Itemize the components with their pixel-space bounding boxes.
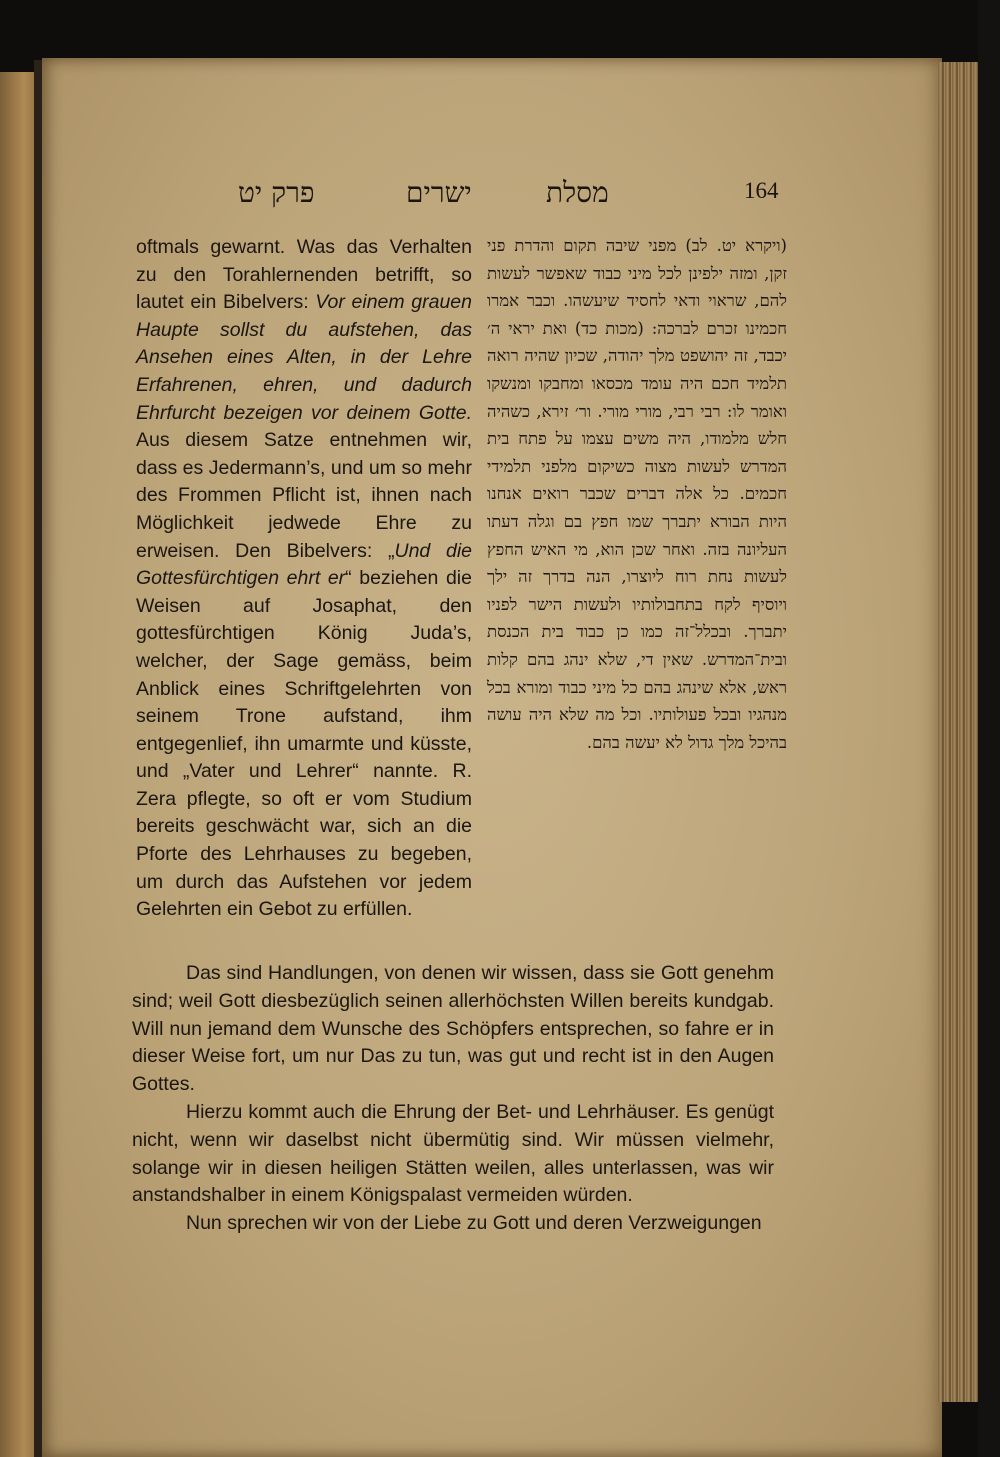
german-quote-1: Vor einem grauen Haupte sollst du aufstehen, das Ansehen eines Alten, in der Lehre Erfahrenen, ehren, und dadurch Ehrfurcht bezeigen vor deinem Gotte. xyxy=(136,291,472,424)
page-stack-edge xyxy=(938,62,980,1402)
body-text xyxy=(132,960,774,1238)
german-text-2: Aus diesem Satze entnehmen wir, dass es Jedermann’s, und um so mehr des Frommen Pflicht ist, ihnen nach Möglichkeit jedwede Ehre zu erweisen. Den Bibelvers: „ xyxy=(136,429,472,562)
german-column xyxy=(136,234,472,924)
header-chapter: פרק יט xyxy=(238,176,315,209)
german-quote-2: Und die Gottesfürchtigen ehrt er xyxy=(136,539,472,590)
page-number: 164 xyxy=(744,178,779,203)
paragraph-2: Hierzu kommt auch die Ehrung der Bet- und Lehrhäuser. Es genügt nicht, wenn wir daselbst nicht übermütig sind. Wir müssen vielmehr, solange wir in diesen heiligen Stätten weilen, alles unterlassen, was wir anstandshalber in einem Königspalast vermeiden würden. xyxy=(132,1100,774,1207)
header-yesharim: ישרים xyxy=(406,176,472,209)
running-header xyxy=(220,176,790,216)
background-edge xyxy=(978,0,1000,1457)
paragraph-1: Das sind Handlungen, von denen wir wissen, dass sie Gott genehm sind; weil Gott diesbezüglich seinen allerhöchsten Willen bereits kundgab. Will nun jemand dem Wunsche des Schöpfers entsprechen, so fahre er in dieser Weise fort, um nur Das zu tun, was gut und recht ist in den Augen Gottes. xyxy=(132,962,774,1096)
header-mesilat: מסלת xyxy=(546,176,609,209)
german-text-1: oftmals gewarnt. Was das Verhalten zu den Torahlernenden betrifft, so lautet ein Bibelvers: xyxy=(136,236,472,314)
paragraph-3: Nun sprechen wir von der Liebe zu Gott und deren Verzweigungen xyxy=(186,1212,762,1235)
german-text-3: “ beziehen die Weisen auf Josaphat, den gottesfürchtigen König Juda’s, welcher, der Sage gemäss, beim Anblick eines Schriftgelehrten von seinem Trone aufstand, ihm entgegenlief, ihn umarmte und küsste, und „Vater und Lehrer“ nannte. R. Zera pflegte, so oft er vom Studium bereits geschwächt war, sich an die Pforte des Lehrhauses zu begeben, um durch das Aufstehen vor jedem Gelehrten ein Gebot zu erfüllen. xyxy=(136,567,472,921)
hebrew-column xyxy=(487,232,787,756)
hebrew-text: (ויקרא יט. לב) מפני שיבה תקום והדרת פני זקן, ומזה ילפינן לכל מיני כבוד שאפשר לעשות להם, שראוי ודאי לחסיד שיעשהו. וכבר אמרו חכמינו זכרם לברכה: (מכות כד) ואת יראי ה׳ יכבד, זה יהושפט מלך יהודה, שכיון שהיה רואה תלמיד חכם היה עומד מכסאו ומחבקו ומנשקו ואומר לו: רבי רבי, מורי מורי. ור׳ זירא, כשהיה חלש מלמודו, היה משים עצמו על פתח בית המדרש לעשות מצוה כשיקום מלפני תלמידי חכמים. כל אלה דברים שכבר רואים אנחנו היות הבורא יתברך שמו חפץ בם וגלה דעתו העליונה בזה. ואחר שכן הוא, מי האיש החפץ לעשות נחת רוח ליוצרו, הנה בדרך זה ילך ויוסיף לקח בתחבולותיו ולעשות הישר לפניו יתברך. ובכלל־זה כמו כן כבוד בית הכנסת ובית־המדרש. שאין די, שלא ינהג בהם קלות ראש, אלא שינהג בהם כל מיני כבוד ומורא בכל מנהגיו ובכל פעולותיו. וכל מה שלא היה עושה בהיכל מלך גדול לא יעשה בהם. xyxy=(487,236,787,752)
